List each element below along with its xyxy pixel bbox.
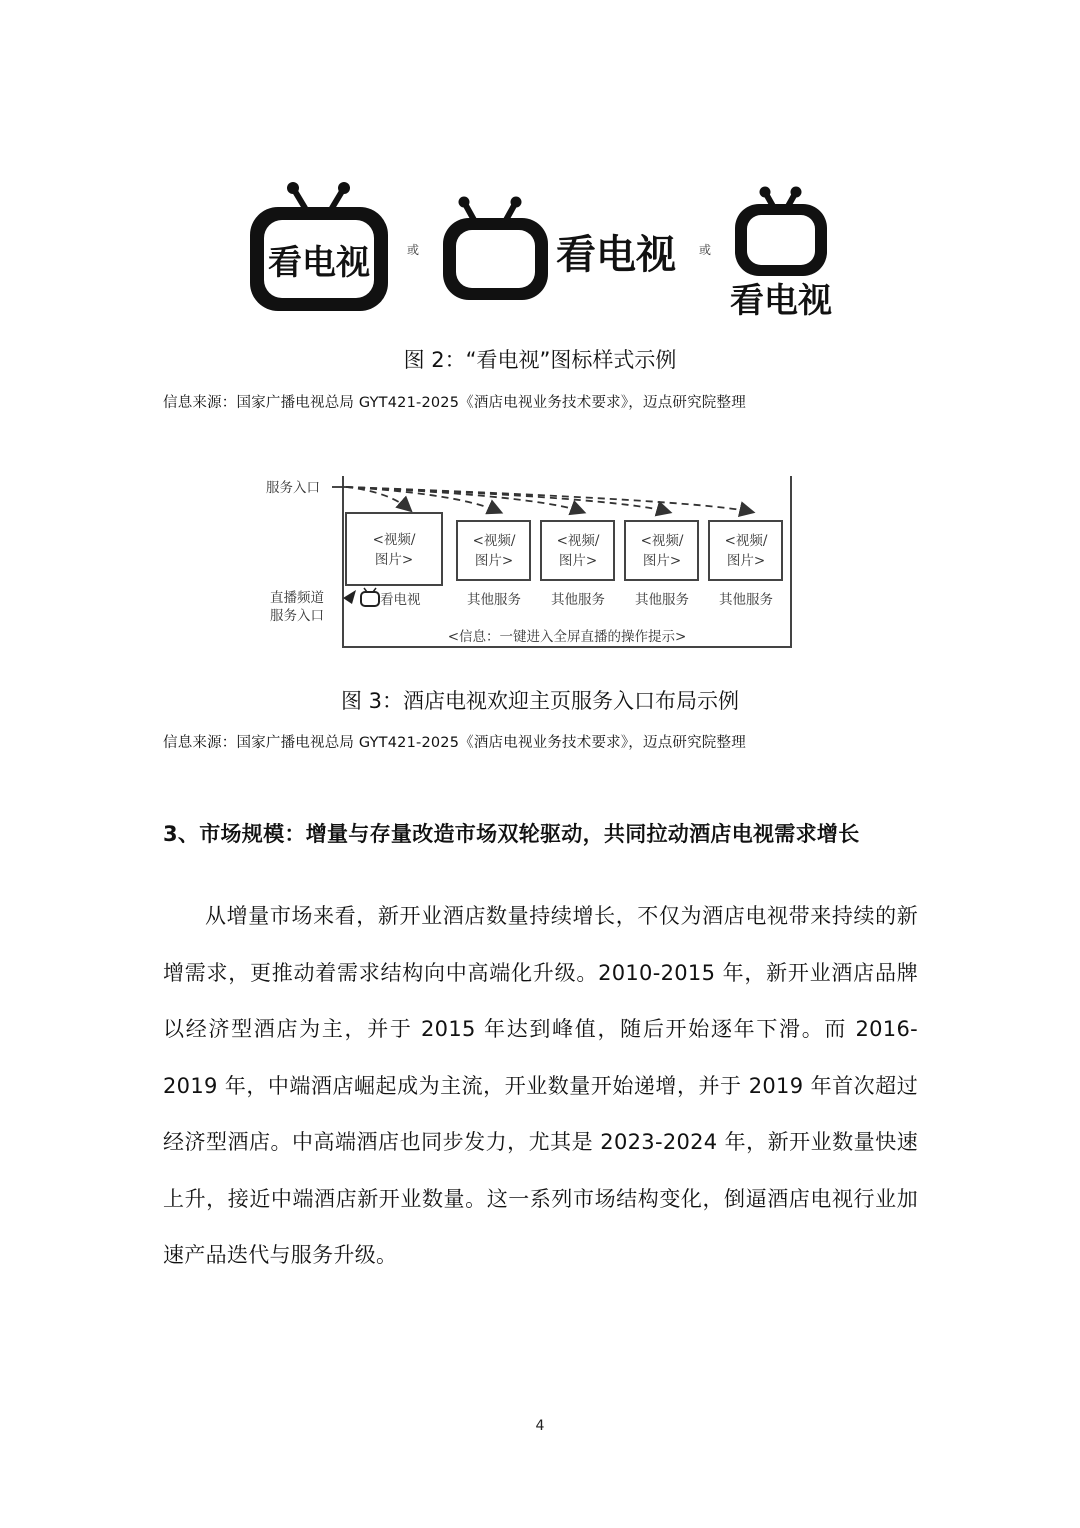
page-number: 4 xyxy=(535,1418,545,1434)
live-channel-label-line2: 服务入口 xyxy=(270,608,324,624)
other-service-label: 其他服务 xyxy=(635,592,689,608)
info-hint: <信息：一键进入全屏直播的操作提示> xyxy=(447,629,687,645)
or-label-2: 或 xyxy=(698,243,712,257)
service-tile xyxy=(541,521,614,580)
service-tile xyxy=(709,521,782,580)
tile-label: <视频/ xyxy=(472,533,516,549)
tile-label: <视频/ xyxy=(640,533,684,549)
other-service-label: 其他服务 xyxy=(719,592,773,608)
other-service-label: 其他服务 xyxy=(467,592,521,608)
section-heading: 3、市场规模：增量与存量改造市场双轮驱动，共同拉动酒店电视需求增长 xyxy=(163,822,860,846)
tile-label: 图片> xyxy=(374,552,414,568)
live-channel-label-line1: 直播频道 xyxy=(270,590,324,606)
tile-label: 图片> xyxy=(726,553,766,569)
figure-2-source: 信息来源：国家广播电视总局 GYT421-2025《酒店电视业务技术要求》，迈点研究院整理 xyxy=(163,395,746,411)
figure-3-layout-diagram xyxy=(0,0,1080,660)
service-tile xyxy=(625,521,698,580)
figure-2-caption: 图 2：“看电视”图标样式示例 xyxy=(403,348,677,372)
figure-3-source: 信息来源：国家广播电视总局 GYT421-2025《酒店电视业务技术要求》，迈点研究院整理 xyxy=(163,735,746,751)
tile-label: <视频/ xyxy=(372,532,416,548)
small-tv-icon xyxy=(361,588,379,606)
figure-3-caption: 图 3：酒店电视欢迎主页服务入口布局示例 xyxy=(340,689,740,713)
tv-icon-1-text: 看电视 xyxy=(268,243,370,283)
tile-label: 图片> xyxy=(642,553,682,569)
service-tile xyxy=(457,521,530,580)
tile-label: 图片> xyxy=(558,553,598,569)
service-entry-label: 服务入口 xyxy=(266,480,320,496)
tv-icon-2-text: 看电视 xyxy=(556,232,676,278)
tile-label: <视频/ xyxy=(724,533,768,549)
main-tile xyxy=(346,513,442,585)
tv-icon-3-text: 看电视 xyxy=(730,281,832,321)
other-service-label: 其他服务 xyxy=(551,592,605,608)
body-paragraph: 从增量市场来看，新开业酒店数量持续增长，不仅为酒店电视带来持续的新增需求，更推动着需求结构向中高端化升级。2010-2015 年，新开业酒店品牌以经济型酒店为主，并于 2015 年达到峰值，随后开始逐年下滑。而 2016-2019 年，中端酒店崛起成为主流，开业数量开始递增，并于 2019 年首次超过经济型酒店。中高端酒店也同步发力，尤其是 2023-2024 年，新开业数量快速上升，接近中端酒店新开业数量。这一系列市场结构变化，倒逼酒店电视行业加速产品迭代与服务升级。 xyxy=(163,904,918,1267)
tile-label: <视频/ xyxy=(556,533,600,549)
or-label-1: 或 xyxy=(406,243,420,257)
tile-label: 图片> xyxy=(474,553,514,569)
watch-tv-label: 看电视 xyxy=(380,592,421,608)
